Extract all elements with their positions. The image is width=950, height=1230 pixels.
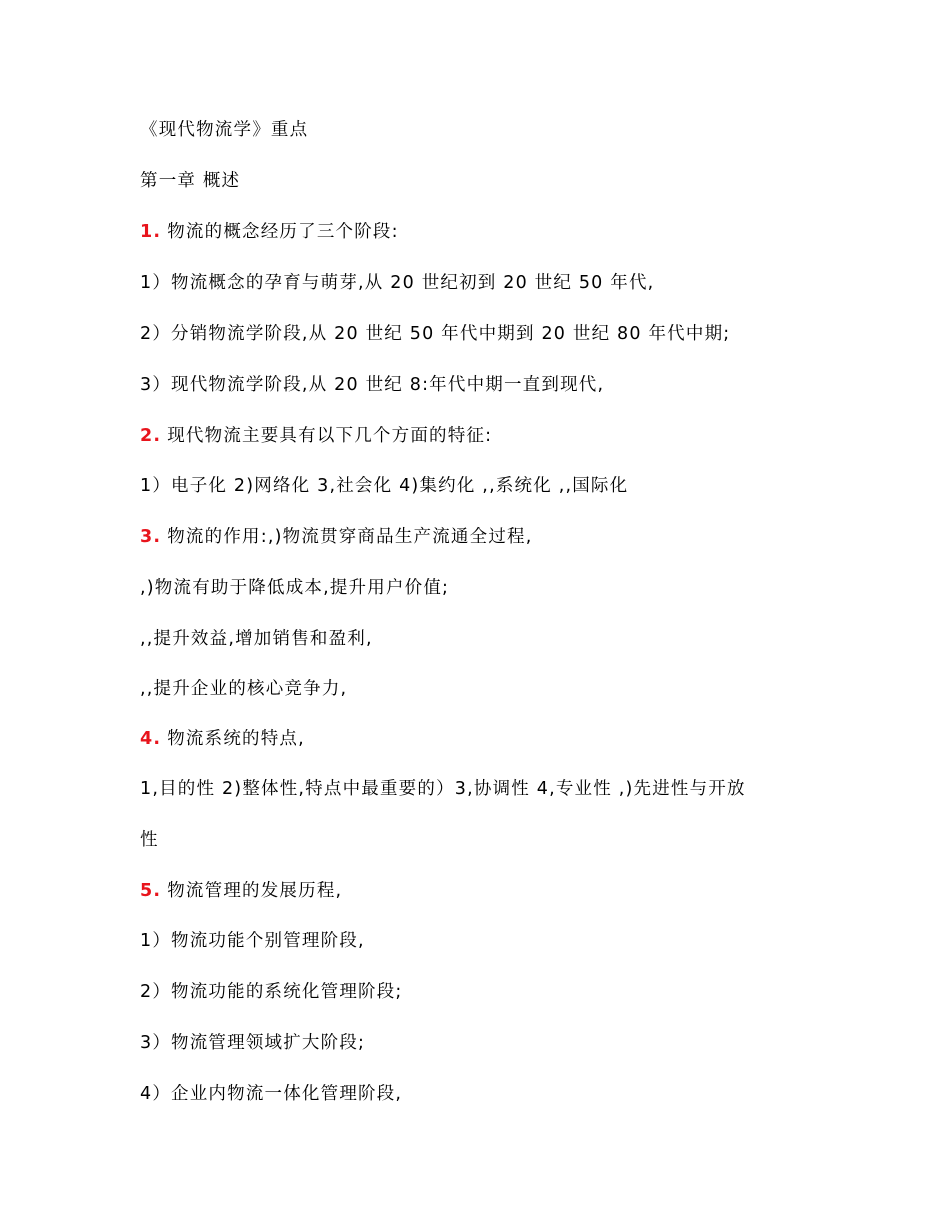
paragraph-line: 3）现代物流学阶段,从 20 世纪 8:年代中期一直到现代, <box>140 375 605 395</box>
section-heading <box>140 879 840 903</box>
paragraph-line: 3）物流管理领域扩大阶段; <box>140 1033 366 1053</box>
section-heading-text: 物流管理的发展历程, <box>167 881 343 901</box>
document-title: 《现代物流学》重点 <box>140 120 309 140</box>
paragraph-line: 2）分销物流学阶段,从 20 世纪 50 年代中期到 20 世纪 80 年代中期; <box>140 324 731 344</box>
paragraph-line: 4）企业内物流一体化管理阶段, <box>140 1084 403 1104</box>
paragraph-line: ,,提升效益,增加销售和盈利, <box>140 629 373 649</box>
section-heading <box>140 727 840 751</box>
paragraph-line: 2）物流功能的系统化管理阶段; <box>140 982 403 1002</box>
section-heading-text: 物流系统的特点, <box>167 729 305 749</box>
paragraph-line: 1）电子化 2)网络化 3,社会化 4)集约化 ,,系统化 ,,国际化 <box>140 476 629 496</box>
paragraph-line: ,,提升企业的核心竞争力, <box>140 679 348 699</box>
chapter-heading: 第一章 概述 <box>140 171 241 191</box>
section-number: 3. <box>140 527 162 547</box>
section-heading-text: 现代物流主要具有以下几个方面的特征: <box>167 426 493 446</box>
paragraph-line: 1）物流概念的孕育与萌芽,从 20 世纪初到 20 世纪 50 年代, <box>140 273 655 293</box>
section-heading <box>140 525 840 549</box>
section-heading-text: 物流的作用:,)物流贯穿商品生产流通全过程, <box>167 527 533 547</box>
paragraph-line: ,)物流有助于降低成本,提升用户价值; <box>140 578 450 598</box>
section-number: 1. <box>140 222 162 242</box>
paragraph-line: 1,目的性 2)整体性,特点中最重要的）3,协调性 4,专业性 ,)先进性与开放 <box>140 779 746 799</box>
paragraph-line: 1）物流功能个别管理阶段, <box>140 931 365 951</box>
section-heading-text: 物流的概念经历了三个阶段: <box>167 222 399 242</box>
section-heading <box>140 220 840 244</box>
section-number: 4. <box>140 729 162 749</box>
paragraph-line: 性 <box>140 830 159 850</box>
section-heading <box>140 424 840 448</box>
section-number: 2. <box>140 426 162 446</box>
section-number: 5. <box>140 881 162 901</box>
